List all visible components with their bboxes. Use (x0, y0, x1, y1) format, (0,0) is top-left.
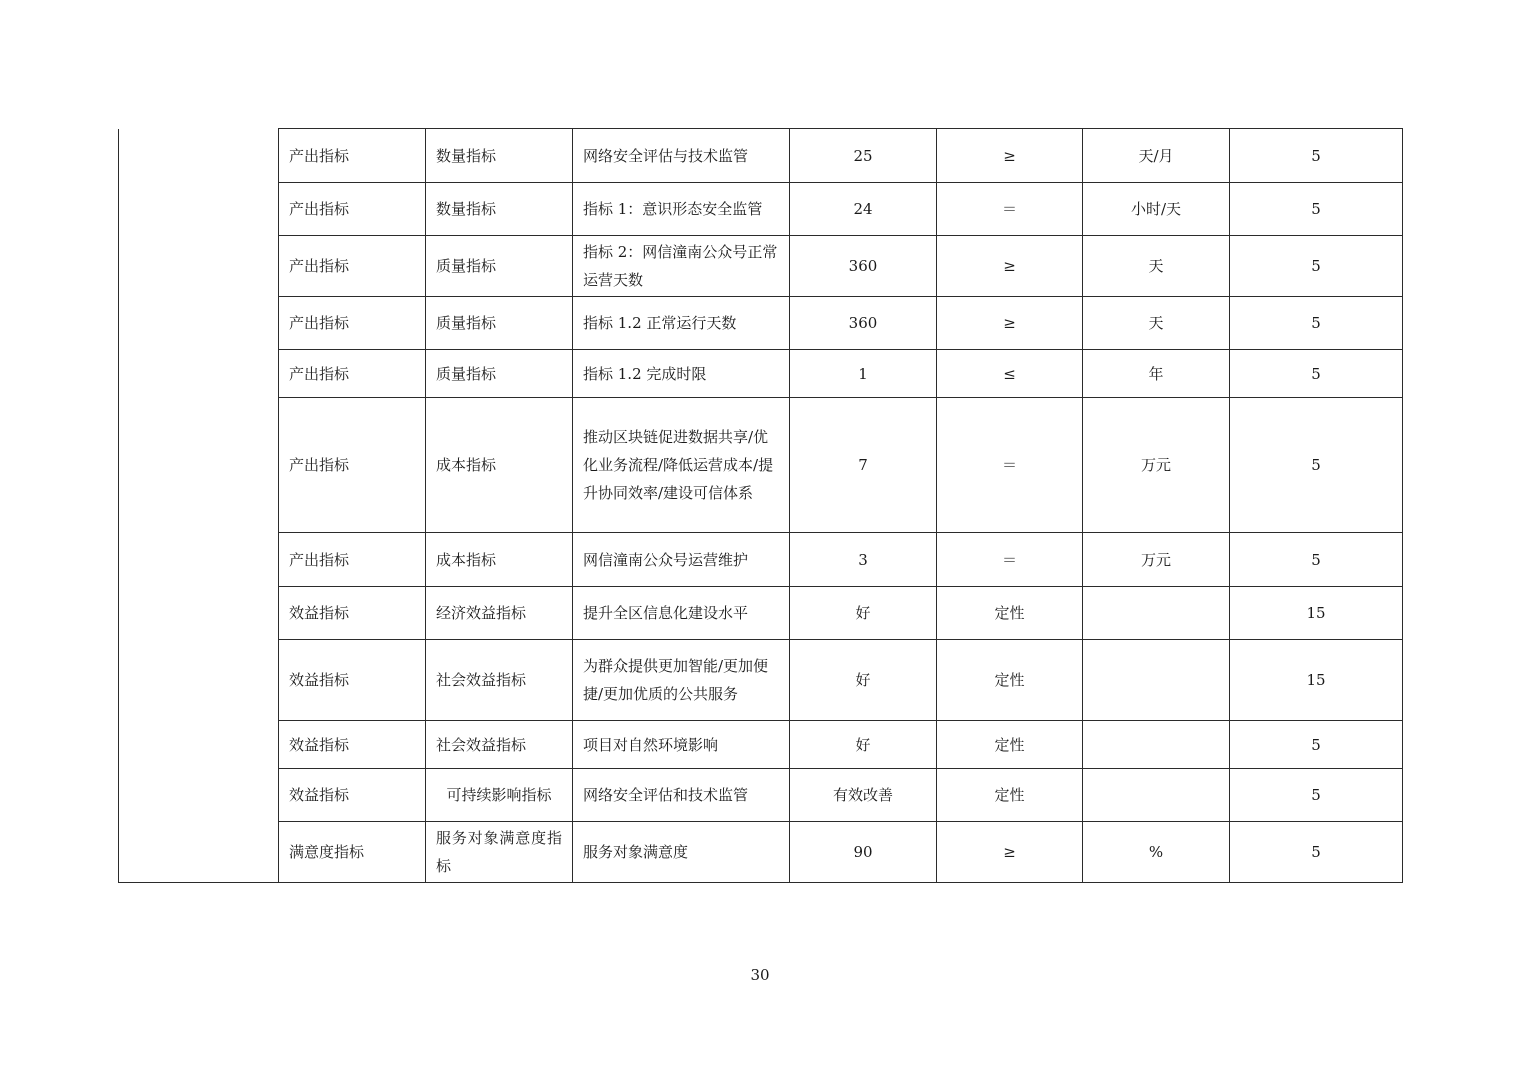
indicator-value-cell: 好 (790, 721, 937, 769)
unit-cell (1083, 587, 1230, 640)
level3-indicator-cell: 指标 2：网信潼南公众号正常运营天数 (573, 236, 790, 297)
performance-indicator-table (118, 128, 1403, 883)
level1-indicator-cell: 效益指标 (279, 769, 426, 822)
weight-cell: 15 (1230, 587, 1403, 640)
merged-category-cell (119, 129, 279, 883)
level1-indicator-cell: 产出指标 (279, 236, 426, 297)
indicator-value-cell: 24 (790, 183, 937, 236)
table-row (119, 129, 1403, 183)
level1-indicator-cell: 效益指标 (279, 721, 426, 769)
operator-cell: 定性 (937, 769, 1083, 822)
page-number: 30 (750, 966, 770, 984)
table-row (119, 297, 1403, 350)
unit-cell: 万元 (1083, 533, 1230, 587)
table-row (119, 350, 1403, 398)
table-row (119, 533, 1403, 587)
operator-cell: 定性 (937, 587, 1083, 640)
operator-cell: ≥ (937, 297, 1083, 350)
unit-cell (1083, 640, 1230, 721)
indicator-value-cell: 3 (790, 533, 937, 587)
operator-cell: ＝ (937, 183, 1083, 236)
indicator-value-cell: 360 (790, 236, 937, 297)
level1-indicator-cell: 效益指标 (279, 640, 426, 721)
level2-indicator-cell: 成本指标 (426, 398, 573, 533)
weight-cell: 5 (1230, 350, 1403, 398)
level2-indicator-cell: 质量指标 (426, 350, 573, 398)
level3-indicator-cell: 指标 1.2 正常运行天数 (573, 297, 790, 350)
table-row (119, 640, 1403, 721)
indicator-value-cell: 有效改善 (790, 769, 937, 822)
level2-indicator-cell: 质量指标 (426, 297, 573, 350)
indicator-value-cell: 好 (790, 640, 937, 721)
level3-indicator-cell: 网络安全评估与技术监管 (573, 129, 790, 183)
table-row (119, 822, 1403, 883)
operator-cell: ＝ (937, 533, 1083, 587)
unit-cell: 小时/天 (1083, 183, 1230, 236)
weight-cell: 5 (1230, 398, 1403, 533)
table-row (119, 236, 1403, 297)
table-row (119, 183, 1403, 236)
operator-cell: 定性 (937, 640, 1083, 721)
unit-cell: 年 (1083, 350, 1230, 398)
level3-indicator-cell: 网络安全评估和技术监管 (573, 769, 790, 822)
unit-cell: % (1083, 822, 1230, 883)
weight-cell: 5 (1230, 236, 1403, 297)
level1-indicator-cell: 产出指标 (279, 398, 426, 533)
indicator-value-cell: 1 (790, 350, 937, 398)
operator-cell: ≤ (937, 350, 1083, 398)
level2-indicator-cell: 服务对象满意度指标 (426, 822, 573, 883)
level1-indicator-cell: 产出指标 (279, 297, 426, 350)
level2-indicator-cell: 数量指标 (426, 129, 573, 183)
level1-indicator-cell: 满意度指标 (279, 822, 426, 883)
weight-cell: 5 (1230, 533, 1403, 587)
operator-cell: ≥ (937, 822, 1083, 883)
weight-cell: 5 (1230, 297, 1403, 350)
level3-indicator-cell: 服务对象满意度 (573, 822, 790, 883)
indicator-value-cell: 7 (790, 398, 937, 533)
level2-indicator-cell: 社会效益指标 (426, 721, 573, 769)
level3-indicator-cell: 指标 1：意识形态安全监管 (573, 183, 790, 236)
level2-indicator-cell: 数量指标 (426, 183, 573, 236)
unit-cell: 天 (1083, 297, 1230, 350)
unit-cell: 天/月 (1083, 129, 1230, 183)
table-row (119, 587, 1403, 640)
indicator-value-cell: 好 (790, 587, 937, 640)
operator-cell: ≥ (937, 236, 1083, 297)
level3-indicator-cell: 项目对自然环境影响 (573, 721, 790, 769)
unit-cell (1083, 769, 1230, 822)
weight-cell: 5 (1230, 129, 1403, 183)
level2-indicator-cell: 成本指标 (426, 533, 573, 587)
level3-indicator-cell: 网信潼南公众号运营维护 (573, 533, 790, 587)
level1-indicator-cell: 产出指标 (279, 183, 426, 236)
level1-indicator-cell: 产出指标 (279, 533, 426, 587)
level1-indicator-cell: 产出指标 (279, 129, 426, 183)
level1-indicator-cell: 产出指标 (279, 350, 426, 398)
unit-cell: 天 (1083, 236, 1230, 297)
table-row (119, 721, 1403, 769)
level2-indicator-cell: 可持续影响指标 (426, 769, 573, 822)
level2-indicator-cell: 经济效益指标 (426, 587, 573, 640)
level3-indicator-cell: 指标 1.2 完成时限 (573, 350, 790, 398)
operator-cell: ≥ (937, 129, 1083, 183)
level3-indicator-cell: 为群众提供更加智能/更加便捷/更加优质的公共服务 (573, 640, 790, 721)
indicator-value-cell: 90 (790, 822, 937, 883)
level1-indicator-cell: 效益指标 (279, 587, 426, 640)
operator-cell: ＝ (937, 398, 1083, 533)
indicator-value-cell: 25 (790, 129, 937, 183)
weight-cell: 15 (1230, 640, 1403, 721)
level3-indicator-cell: 推动区块链促进数据共享/优化业务流程/降低运营成本/提升协同效率/建设可信体系 (573, 398, 790, 533)
operator-cell: 定性 (937, 721, 1083, 769)
level2-indicator-cell: 社会效益指标 (426, 640, 573, 721)
weight-cell: 5 (1230, 183, 1403, 236)
table-row (119, 398, 1403, 533)
level2-indicator-cell: 质量指标 (426, 236, 573, 297)
indicator-value-cell: 360 (790, 297, 937, 350)
table-row (119, 769, 1403, 822)
weight-cell: 5 (1230, 721, 1403, 769)
unit-cell (1083, 721, 1230, 769)
unit-cell: 万元 (1083, 398, 1230, 533)
weight-cell: 5 (1230, 822, 1403, 883)
level3-indicator-cell: 提升全区信息化建设水平 (573, 587, 790, 640)
weight-cell: 5 (1230, 769, 1403, 822)
